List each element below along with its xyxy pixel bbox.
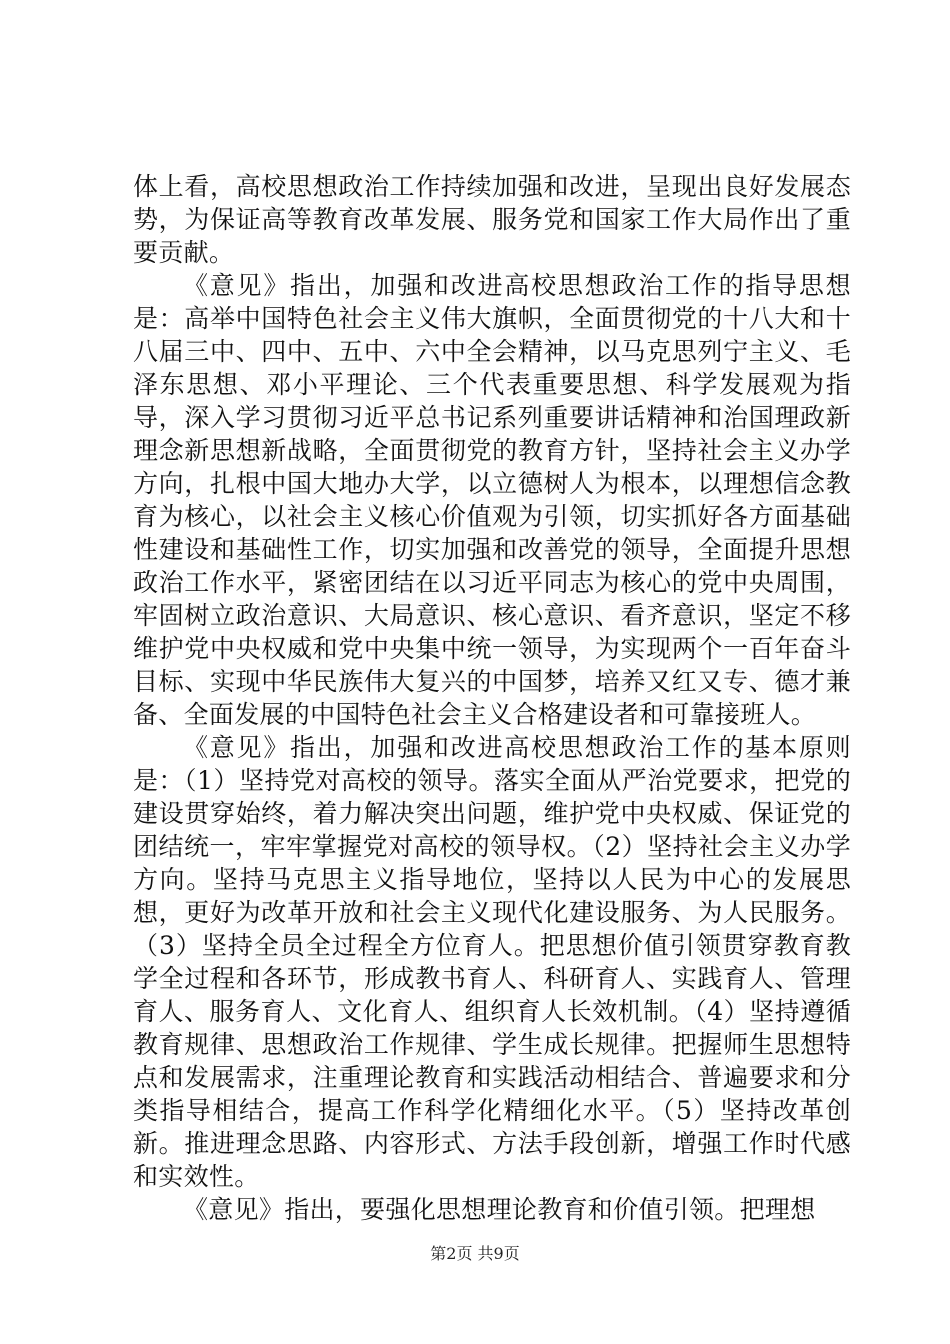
page-number-footer: 第2页 共9页	[430, 1244, 520, 1263]
paragraph-3: 《意见》指出，加强和改进高校思想政治工作的基本原则是：（1）坚持党对高校的领导。落实全面从严治党要求，把党的建设贯穿始终，着力解决突出问题，维护党中央权威、保证党的团结统一，牢牢掌握党对高校的领导权。（2）坚持社会主义办学方向。坚持马克思主义指导地位，坚持以人民为中心的发展思想，更好为改革开放和社会主义现代化建设服务、为人民服务。（3）坚持全员全过程全方位育人。把思想价值引领贯穿教育教学全过程和各环节，形成教书育人、科研育人、实践育人、管理育人、服务育人、文化育人、组织育人长效机制。（4）坚持遵循教育规律、思想政治工作规律、学生成长规律。把握师生思想特点和发展需求，注重理论教育和实践活动相结合、普遍要求和分类指导相结合，提高工作科学化精细化水平。（5）坚持改革创新。推进理念思路、内容形式、方法手段创新，增强工作时代感和实效性。	[133, 733, 851, 1191]
paragraph-4: 《意见》指出，要强化思想理论教育和价值引领。把理想	[183, 1195, 816, 1224]
paragraph-2: 《意见》指出，加强和改进高校思想政治工作的指导思想是：高举中国特色社会主义伟大旗帜，全面贯彻党的十八大和十八届三中、四中、五中、六中全会精神，以马克思列宁主义、毛泽东思想、邓小平理论、三个代表重要思想、科学发展观为指导，深入学习贯彻习近平总书记系列重要讲话精神和治国理政新理念新思想新战略，全面贯彻党的教育方针，坚持社会主义办学方向，扎根中国大地办大学，以立德树人为根本，以理想信念教育为核心，以社会主义核心价值观为引领，切实抓好各方面基础性建设和基础性工作，切实加强和改善党的领导，全面提升思想政治工作水平，紧密团结在以习近平同志为核心的党中央周围，牢固树立政治意识、大局意识、核心意识、看齐意识，坚定不移维护党中央权威和党中央集中统一领导，为实现两个一百年奋斗目标、实现中华民族伟大复兴的中国梦，培养又红又专、德才兼备、全面发展的中国特色社会主义合格建设者和可靠接班人。	[133, 271, 851, 729]
paragraph-1: 体上看，高校思想政治工作持续加强和改进，呈现出良好发展态势，为保证高等教育改革发展、服务党和国家工作大局作出了重要贡献。	[133, 172, 851, 267]
document-body	[133, 170, 851, 1226]
